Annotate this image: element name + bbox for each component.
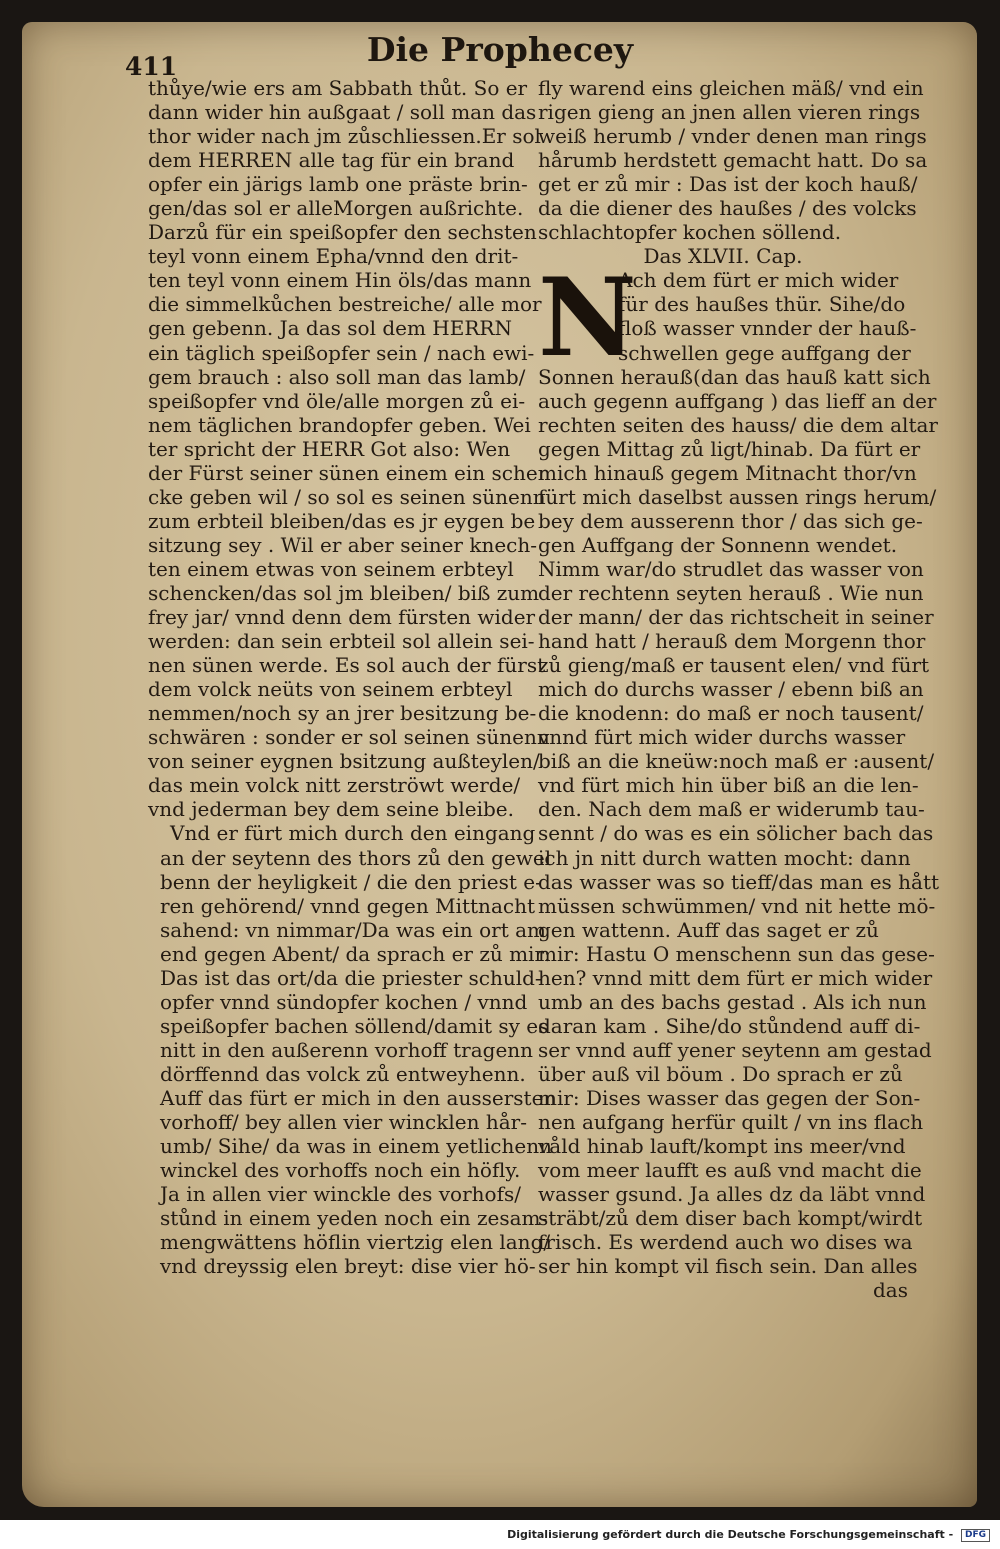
dfg-logo: DFG	[961, 1529, 990, 1542]
left-column	[148, 76, 557, 1279]
text-line: stůnd in einem yeden noch ein zesam-	[160, 1206, 548, 1231]
text-line: gem brauch : also soll man das lamb/	[148, 364, 526, 389]
text-line: vnd fürt mich hin über biß an die len-	[538, 773, 919, 798]
text-line: gegen Mittag zů ligt/hinab. Da fürt er	[538, 436, 921, 461]
text-line: dörffennd das volck zů entweyhenn.	[160, 1061, 526, 1086]
text-line: cke geben wil / so sol es seinen sünenn	[148, 484, 546, 509]
text-line: der rechtenn seyten herauß . Wie nun	[538, 580, 924, 605]
text-line: nen sünen werde. Es sol auch der fürst	[148, 653, 546, 678]
text-line: mich do durchs wasser / ebenn biß an	[538, 677, 924, 702]
chapter-heading: Das XLVII. Cap.	[643, 244, 803, 269]
text-line: hand hatt / herauß dem Morgenn thor	[538, 629, 926, 654]
text-line: hårumb herdstett gemacht hatt. Do sa	[538, 148, 928, 173]
text-line: biß an die kneüw:noch maß er :ausent/	[538, 749, 935, 774]
text-line: der mann/ der das richtscheit in seiner	[538, 605, 934, 630]
text-line: mich hinauß gegem Mitnacht thor/vn	[538, 460, 917, 485]
text-line: get er zů mir : Das ist der koch hauß/	[538, 172, 918, 197]
text-line: ter spricht der HERR Got also: Wen	[148, 436, 511, 461]
text-line: fürt mich daselbst aussen rings herum/	[538, 484, 937, 509]
right-column	[538, 76, 940, 1303]
text-line: zů gieng/maß er tausent elen/ vnd fürt	[538, 653, 930, 678]
text-line: Sonnen herauß(dan das hauß katt sich	[538, 364, 931, 389]
text-line: ser hin kompt vil fisch sein. Dan alles	[538, 1254, 918, 1279]
running-head: Die Prophecey	[366, 30, 634, 69]
text-line: mir: Dises wasser das gegen der Son-	[538, 1085, 921, 1110]
text-line: sitzung sey . Wil er aber seiner knech-	[148, 532, 538, 557]
text-line: ein täglich speißopfer sein / nach ewi-	[148, 340, 535, 365]
text-line: sträbt/zů dem diser bach kompt/wirdt	[538, 1206, 923, 1231]
text-line: schlachtopfer kochen söllend.	[538, 220, 842, 245]
text-line: das mein volck nitt zerströwt werde/	[148, 773, 521, 798]
text-line: frisch. Es werdend auch wo dises wa	[538, 1230, 913, 1255]
text-line: ich jn nitt durch watten mocht: dann	[538, 845, 911, 870]
text-line: end gegen Abent/ da sprach er zů mir:	[160, 941, 551, 966]
text-line: den. Nach dem maß er widerumb tau-	[538, 797, 925, 822]
text-line: ten teyl vonn einem Hin öls/das mann	[148, 268, 532, 293]
text-line: thor wider nach jm zůschliessen.Er sol	[148, 124, 541, 149]
text-line: Auff das fürt er mich in den aussersten	[160, 1085, 557, 1110]
text-line: schencken/das sol jm bleiben/ biß zum	[148, 580, 540, 605]
text-line: gen gebenn. Ja das sol dem HERRN	[148, 316, 512, 341]
footer-text: Digitalisierung gefördert durch die Deutsche Forschungsgemeinschaft -	[507, 1528, 954, 1541]
text-line: nitt in den außerenn vorhoff tragenn	[160, 1037, 534, 1062]
text-line: vnnd fürt mich wider durchs wasser	[538, 725, 906, 750]
text-line: vnd jederman bey dem seine bleibe.	[148, 797, 514, 822]
text-line: da die diener des haußes / des volcks	[538, 196, 917, 221]
text-line: wasser gsund. Ja alles dz da läbt vnnd	[538, 1182, 926, 1207]
text-line: rigen gieng an jnen allen vieren rings	[538, 100, 921, 125]
text-line: sennt / do was es ein sölicher bach das	[538, 821, 934, 846]
text-line: speißopfer bachen söllend/damit sy es	[160, 1013, 549, 1038]
text-line: Ja in allen vier winckle des vorhofs/	[160, 1182, 521, 1207]
text-line: vom meer laufft es auß vnd macht die	[538, 1158, 922, 1183]
text-line: våld hinab lauft/kompt ins meer/vnd	[538, 1134, 906, 1159]
text-line: fly warend eins gleichen mäß/ vnd ein	[538, 76, 924, 100]
page-number: 411	[125, 52, 178, 81]
text-line: die simmelkůchen bestreiche/ alle mor	[148, 292, 542, 317]
text-line: daran kam . Sihe/do stůndend auff di-	[538, 1013, 921, 1038]
text-line: thůye/wie ers am Sabbath thůt. So er	[148, 76, 528, 100]
text-line: winckel des vorhoffs noch ein höfly.	[160, 1158, 521, 1183]
text-line: speißopfer vnd öle/alle morgen zů ei-	[148, 388, 526, 413]
text-line: bey dem ausserenn thor / das sich ge-	[538, 508, 923, 533]
text-line: dann wider hin außgaat / soll man das	[148, 100, 537, 125]
text-line: benn der heyligkeit / die den priest e-	[160, 869, 542, 894]
text-line: mir: Hastu O menschenn sun das gese-	[538, 941, 935, 966]
text-line: schwellen gege auffgang der	[618, 340, 911, 365]
text-line: Darzů für ein speißopfer den sechsten	[148, 220, 537, 245]
text-line: opfer ein järigs lamb one präste brin-	[148, 172, 528, 197]
catchword: das	[873, 1278, 908, 1303]
text-line: ten einem etwas von seinem erbteyl	[148, 556, 514, 581]
text-line: sahend: vn nimmar/Da was ein ort am	[160, 917, 546, 942]
text-line: umb/ Sihe/ da was in einem yetlichenn	[160, 1134, 552, 1159]
text-line: für des haußes thür. Sihe/do	[618, 292, 906, 317]
text-line: hen? vnnd mitt dem fürt er mich wider	[538, 965, 933, 990]
text-line: vnd dreyssig elen breyt: dise vier hö-	[160, 1254, 536, 1279]
text-line: der Fürst seiner sünen einem ein schen	[148, 460, 551, 485]
text-line: müssen schwümmen/ vnd nit hette mö-	[538, 893, 936, 918]
text-line: zum erbteil bleiben/das es jr eygen be	[148, 508, 536, 533]
text-line: mengwättens höflin viertzig elen lang/	[160, 1230, 551, 1255]
text-line: die knodenn: do maß er noch tausent/	[538, 701, 924, 726]
text-line: rechten seiten des hauss/ die dem altar	[538, 412, 938, 437]
text-line: von seiner eygnen bsitzung außteylen/	[148, 749, 540, 774]
text-line: floß wasser vnnder der hauß-	[618, 316, 917, 341]
text-line: an der seytenn des thors zů den gewel	[160, 845, 552, 870]
text-line: ser vnnd auff yener seytenn am gestad	[538, 1037, 932, 1062]
text-line: vorhoff/ bey allen vier wincklen hår-	[160, 1110, 527, 1135]
text-line: opfer vnnd sündopfer kochen / vnnd	[160, 989, 528, 1014]
footer-credit	[0, 1528, 990, 1542]
text-line: nem täglichen brandopfer geben. Wei	[148, 412, 531, 437]
text-line: werden: dan sein erbteil sol allein sei-	[148, 629, 535, 654]
text-line: gen wattenn. Auff das saget er zů	[538, 917, 879, 942]
text-line: weiß herumb / vnder denen man rings	[538, 124, 927, 149]
text-line: nen aufgang herfür quilt / vn ins flach	[538, 1110, 924, 1135]
text-line: dem HERREN alle tag für ein brand	[148, 148, 515, 173]
text-line: umb an des bachs gestad . Als ich nun	[538, 989, 927, 1014]
text-line: Ach dem fürt er mich wider	[618, 268, 899, 293]
drop-cap: N	[538, 255, 637, 382]
text-line: Das ist das ort/da die priester schuld-	[160, 965, 542, 990]
text-line: über auß vil böum . Do sprach er zů	[538, 1061, 903, 1086]
text-line: dem volck neüts von seinem erbteyl	[148, 677, 513, 702]
text-line: schwären : sonder er sol seinen sünenn	[148, 725, 550, 750]
text-line: gen/das sol er alleMorgen außrichte.	[148, 196, 524, 221]
text-line: teyl vonn einem Epha/vnnd den drit-	[148, 244, 519, 269]
text-line: Nimm war/do strudlet das wasser von	[538, 556, 924, 581]
text-line: ren gehörend/ vnnd gegen Mittnacht	[160, 893, 535, 918]
text-line: gen Auffgang der Sonnenn wendet.	[538, 532, 898, 557]
text-line: nemmen/noch sy an jrer besitzung be-	[148, 701, 537, 726]
text-line: das wasser was so tieff/das man es hått	[538, 869, 940, 894]
text-line: frey jar/ vnnd denn dem fürsten wider	[148, 605, 536, 630]
text-line: Vnd er fürt mich durch den eingang	[170, 821, 536, 846]
text-line: auch gegenn auffgang ) das lieff an der	[538, 388, 937, 413]
